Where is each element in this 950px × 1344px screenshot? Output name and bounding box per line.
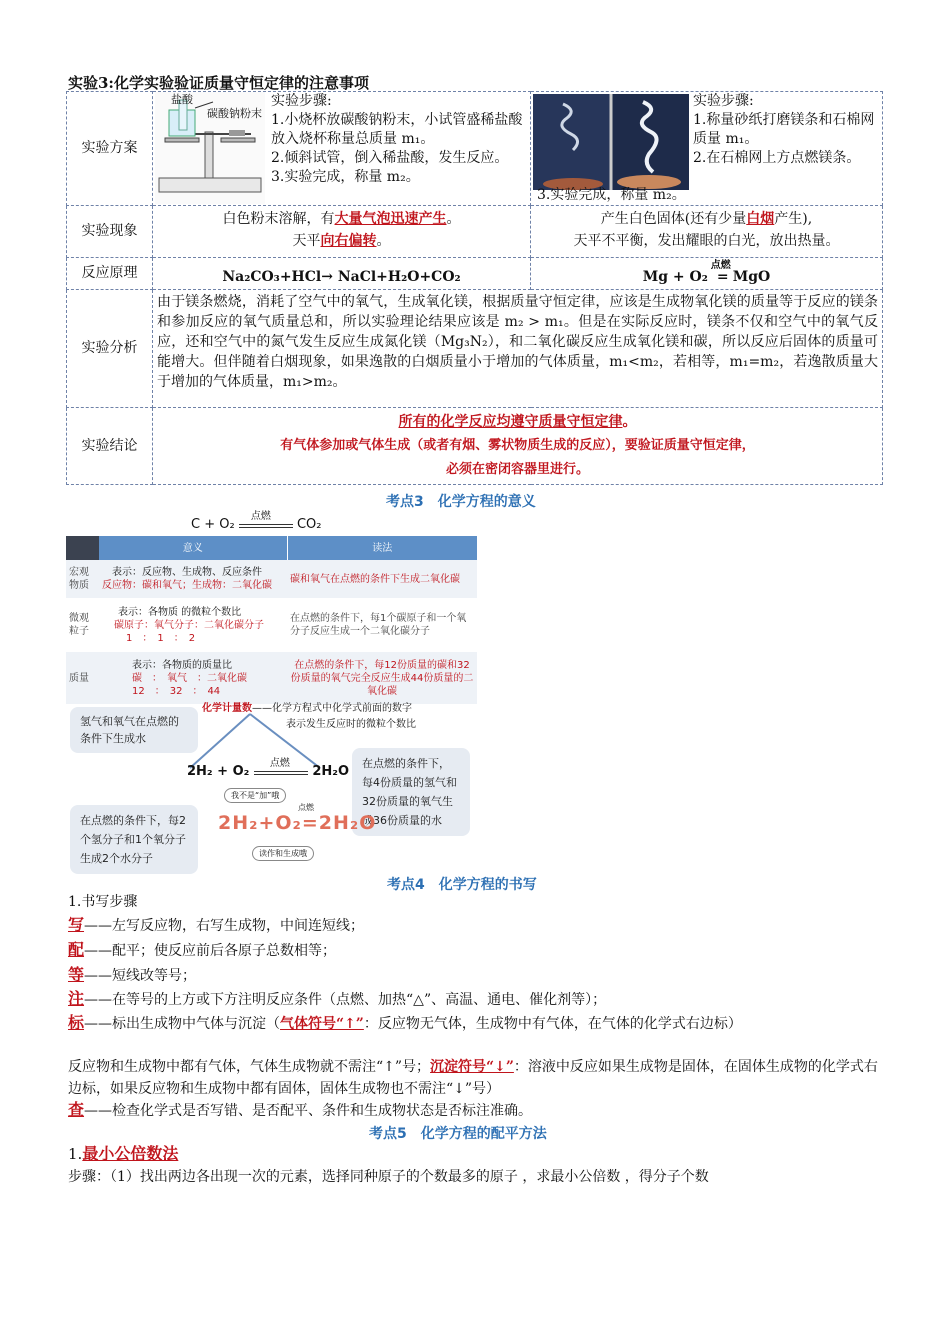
row-label-principle: 反应原理	[67, 258, 153, 290]
bubble-macro: 氢气和氧气在点燃的条件下生成水	[70, 707, 198, 753]
kp5-heading: 1.最小公倍数法	[68, 1144, 179, 1163]
hcl-label: 盐酸	[171, 93, 193, 106]
left-plan-cell	[153, 92, 531, 206]
row-label-micro: 微观粒子	[69, 613, 89, 637]
right-plan-cell	[531, 92, 883, 206]
step-balance: 配——配平；使反应前后各原子总数相等；	[68, 940, 337, 959]
count-note-2: 表示发生反应时的微粒个数比	[286, 719, 416, 730]
row-label-phenomenon: 实验现象	[67, 206, 153, 258]
row-label-mass: 质量	[69, 672, 89, 684]
kp4-title: 考点4 化学方程的书写	[387, 877, 537, 893]
right-plan-step3: 3.实验完成，称量 m₂。	[537, 187, 686, 203]
kp3-title: 考点3 化学方程的意义	[386, 494, 536, 510]
kp3-equation: C + O₂ 点燃 CO₂	[191, 511, 322, 532]
bubble-mass: 在点燃的条件下，每4份质量的氢气和32份质量的氧气生成36份质量的水	[352, 748, 470, 836]
reading-mass: 在点燃的条件下，每12份质量的碳和32份质量的氧气完全反应生成44份质量的二氧化碳	[290, 659, 474, 697]
step-equal: 等——短线改等号；	[68, 965, 197, 984]
exp3-table	[66, 91, 883, 485]
row-label-analysis: 实验分析	[67, 290, 153, 408]
bubble-micro: 在点燃的条件下，每2个氢分子和1个氧分子生成2个水分子	[70, 805, 198, 874]
row-label-macro: 宏观物质	[69, 567, 89, 591]
mg-burning-photo	[533, 94, 689, 190]
reading-micro: 在点燃的条件下，每1个碳原子和一个氧分子反应生成一个二氧化碳分子	[290, 613, 467, 637]
right-equation: Mg + O₂ 点燃 =MgO	[531, 258, 883, 290]
row-label-conclusion: 实验结论	[67, 408, 153, 485]
meaning-table: 意义 读法 宏观物质 表示：反应物、生成物、反应条件 反应物：碳和氧气；生成物：二氧化碳 碳和氧气在点燃的条件下生成二氧化碳 微观粒子 表示：各物质 的微粒个数比 碳原子：氧气分子：二氧化碳分子 1 ： 1 ： 2 在点燃的条件下，每1个碳原子和一个氧分子反应生成一个二氧化碳分子 质量 表示：各物质的质量比 碳 ： 氧气 ：二氧化碳 12 ： 32 ： 44 在点燃的条件下，每12份质量的碳和32份质量的氧气完全反应生成44份质量的二氧化碳	[66, 536, 477, 704]
step-mark-2: 反应物和生成物中都有气体，气体生成物就不需注“↑”号；沉淀符号“↓”：溶液中反应如果生成物是固体，在固体生成物的化学式右边标，如果反应物和生成物中都有固体，固体生成物也不需注“↓”号）	[68, 1059, 878, 1097]
left-equation: Na₂CO₃+HCl→ NaCl+H₂O+CO₂	[153, 258, 531, 290]
count-note: 化学计量数——化学方程式中化学式前面的数字	[202, 703, 412, 714]
analysis-text: 由于镁条燃烧，消耗了空气中的氧气，生成氧化镁，根据质量守恒定律，应该是生成物氧化镁的质量等于反应的镁条和参加反应的氧气质量总和，所以实验理论结果应该是 m₂ > m₁。但是在实际反应时，镁条不仅和空气中的氧气反应，还和空气中的氮气发生反应生成氮化镁（Mg₃N₂），和二氧化碳反应生成氧化镁和碳，所以反应后固体的质量可能增大。但伴随着白烟现象，如果逸散的白烟质量小于增加的气体质量，m₁<m₂，若相等，m₁=m₂，若逸散质量大于增加的气体质量，m₁>m₂。	[153, 290, 883, 408]
left-plan-text: 实验步骤: 1.小烧杯放碳酸钠粉末，小试管盛稀盐酸放入烧杯称量总质量 m₁。 2.倾斜试管，倒入稀盐酸，发生反应。 3.实验完成，称量 m₂。	[271, 93, 523, 185]
kp4-heading: 1.书写步骤	[68, 894, 138, 910]
h2o-equation: 2H₂ + O₂ 点燃 2H₂O	[187, 758, 350, 779]
exp3-title: 实验3:化学实验验证质量守恒定律的注意事项	[68, 74, 369, 92]
row-label-plan: 实验方案	[67, 92, 153, 206]
step-mark: 标——标出生成物中气体与沉淀（气体符号“↑”：反应物无气体，生成物中有气体，在气体的化学式右边标）	[68, 1013, 742, 1032]
reading-macro: 碳和氧气在点燃的条件下生成二氧化碳	[290, 573, 460, 585]
step-note: 注——在等号的上方或下方注明反应条件（点燃、加热“△”、高温、通电、催化剂等）；	[68, 989, 607, 1008]
right-plan-text: 实验步骤: 1.称量砂纸打磨镁条和石棉网质量 m₁。 2.在石棉网上方点燃镁条。	[693, 93, 875, 166]
cartoon-illustration: 我不是“加”哦 点燃 2H₂+O₂=2H₂O 读作和生成哦	[212, 786, 346, 862]
na2co3-label: 碳酸钠粉末	[207, 107, 262, 120]
step-check: 查——检查化学式是否写错、是否配平、条件和生成物状态是否标注准确。	[68, 1100, 533, 1119]
kp5-title: 考点5 化学方程的配平方法	[369, 1126, 547, 1142]
conclusion-text: 所有的化学反应均遵守质量守恒定律。 有气体参加或气体生成（或者有烟、雾状物质生成的反应），要验证质量守恒定律， 必须在密闭容器里进行。	[153, 408, 883, 485]
kp5-step: 步骤：（1）找出两边各出现一次的元素，选择同种原子的个数最多的原子 ，求最小公倍数 ，得分子个数	[68, 1169, 709, 1185]
header-reading: 读法	[287, 536, 477, 560]
right-phenomenon: 产生白色固体(还有少量白烟产生), 天平不平衡，发出耀眼的白光，放出热量。	[531, 206, 883, 258]
header-meaning: 意义	[99, 536, 287, 560]
ignite-condition: 点燃	[710, 260, 731, 271]
left-phenomenon: 白色粉末溶解，有大量气泡迅速产生。 天平向右偏转。	[153, 206, 531, 258]
step-write: 写——左写反应物，右写生成物，中间连短线；	[68, 915, 365, 934]
